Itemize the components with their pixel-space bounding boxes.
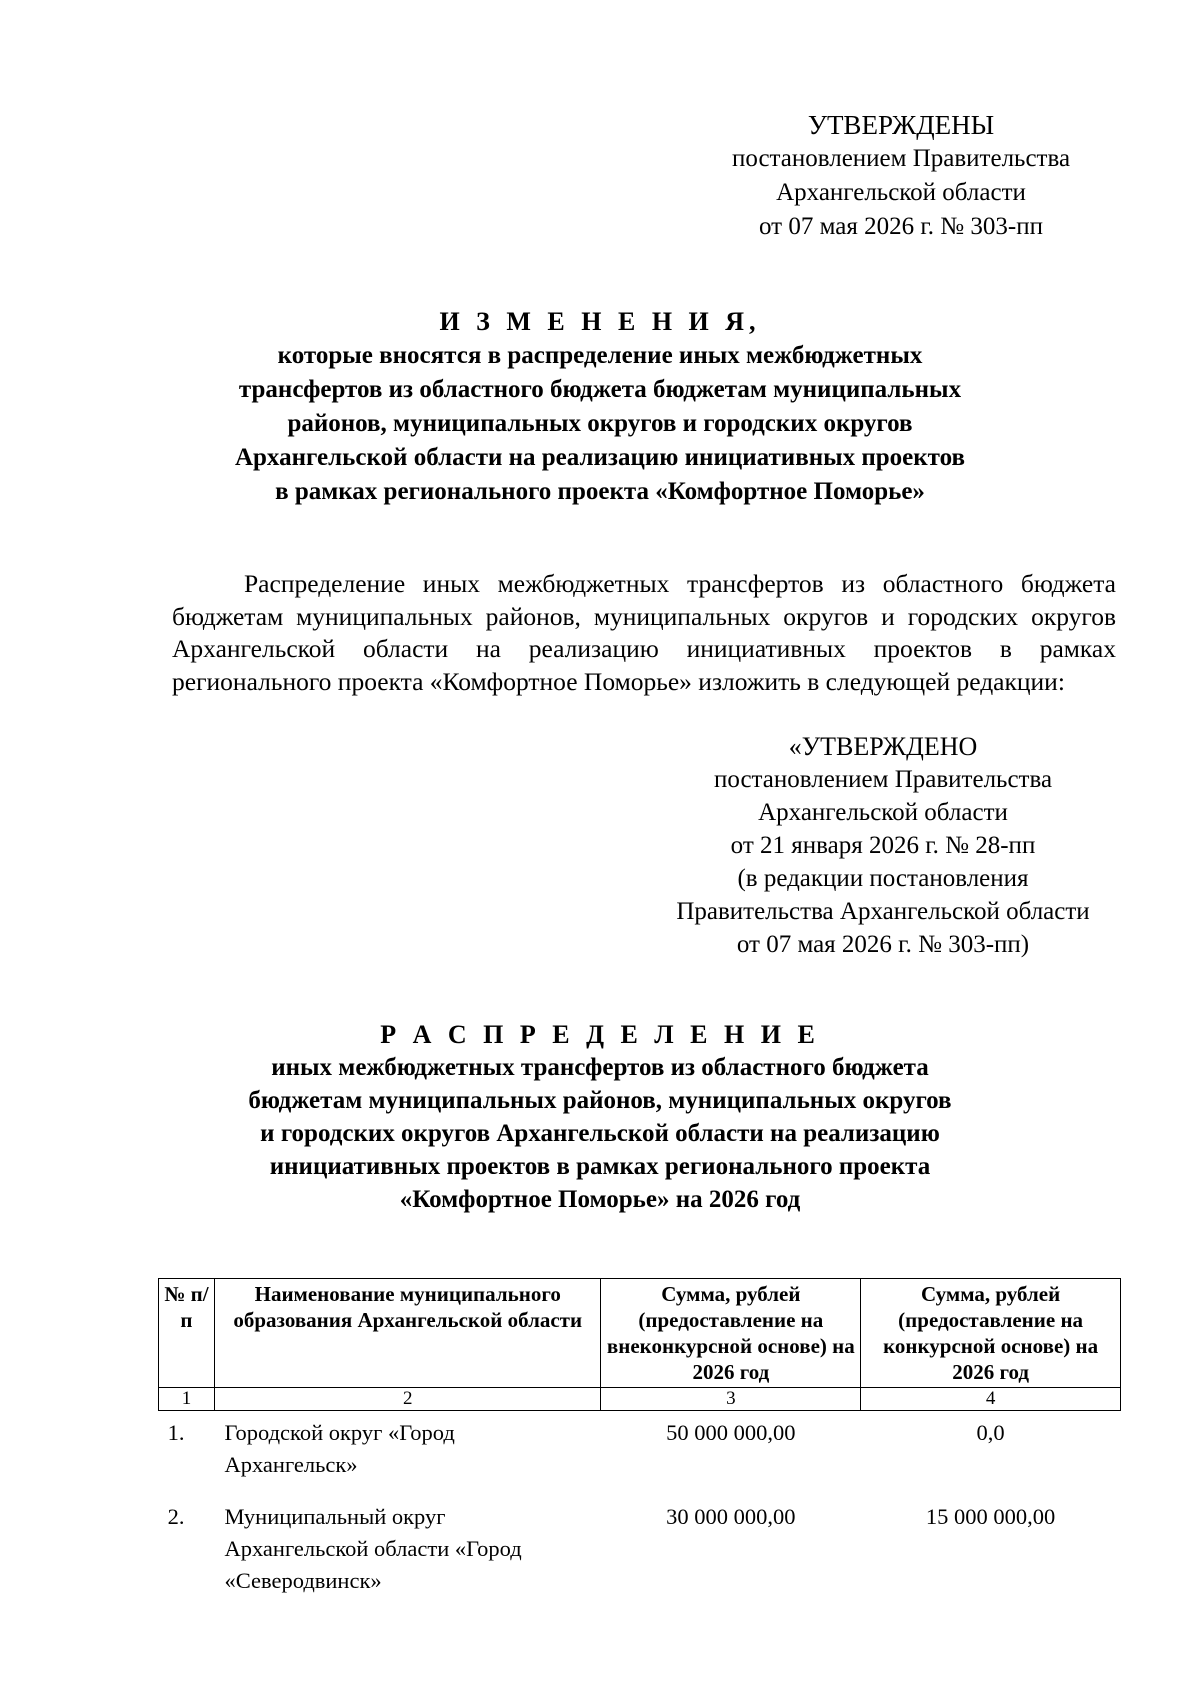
- approval-title: УТВЕРЖДЕНЫ: [807, 110, 995, 140]
- municipality-name: Муниципальный округ Архангельской области «Город «Северодвинск»: [224, 1504, 522, 1593]
- row-number: 2.: [167, 1504, 185, 1529]
- approval2-line: (в редакции постановления: [737, 865, 1029, 892]
- col-header-name: Наименование муниципального образования Архангельской области: [214, 1279, 601, 1388]
- heading-line: «Комфортное Поморье» на 2026 год: [399, 1186, 801, 1213]
- body-paragraph: [172, 568, 1116, 698]
- table-row: [159, 1411, 1121, 1496]
- heading-line: иных межбюджетных трансфертов из областного бюджета: [271, 1054, 929, 1081]
- sum-noncompetitive: 50 000 000,00: [666, 1420, 796, 1445]
- heading-line: районов, муниципальных округов и городских округов: [287, 410, 913, 437]
- heading-line: Архангельской области на реализацию инициативных проектов: [234, 444, 966, 471]
- index-cell: 2: [214, 1388, 601, 1411]
- approval2-title: «УТВЕРЖДЕНО: [788, 732, 978, 761]
- col-header-sum-noncompetitive: Сумма, рублей (предоставление на внеконкурсной основе) на 2026 год: [601, 1279, 861, 1388]
- sum-noncompetitive: 30 000 000,00: [666, 1504, 796, 1529]
- sum-competitive: 15 000 000,00: [925, 1504, 1056, 1529]
- distribution-title: Р А С П Р Е Д Е Л Е Н И Е: [380, 1020, 820, 1049]
- approval2-block: [628, 730, 1138, 961]
- col-header-number: № п/п: [159, 1279, 215, 1388]
- distribution-table: [158, 1278, 1121, 1611]
- approval2-line: Правительства Архангельской области: [676, 898, 1090, 925]
- heading-line: бюджетам муниципальных районов, муниципальных округов: [248, 1087, 952, 1114]
- approval-block: [706, 108, 1096, 244]
- approval-date: от 07 мая 2026 г. № 303-пп: [759, 213, 1043, 240]
- sum-competitive: 0,0: [976, 1420, 1005, 1445]
- approval2-line: постановлением Правительства: [713, 766, 1053, 793]
- index-cell: 1: [159, 1388, 215, 1411]
- heading-line: трансфертов из областного бюджета бюджетам муниципальных: [238, 376, 962, 403]
- municipality-name: Городской округ «Город Архангельск»: [224, 1420, 455, 1477]
- approval2-line: от 07 мая 2026 г. № 303-пп): [736, 931, 1030, 958]
- index-cell: 3: [601, 1388, 861, 1411]
- approval2-date: от 21 января 2026 г. № 28-пп: [730, 832, 1036, 859]
- approval2-line: Архангельской области: [758, 799, 1008, 826]
- approval-line: постановлением Правительства: [731, 145, 1071, 172]
- changes-title: И З М Е Н Е Н И Я,: [439, 307, 761, 336]
- table-header-row: [159, 1279, 1121, 1388]
- table-row: [159, 1495, 1121, 1611]
- col-header-sum-competitive: Сумма, рублей (предоставление на конкурсной основе) на 2026 год: [861, 1279, 1121, 1388]
- row-number: 1.: [167, 1420, 185, 1445]
- paragraph-text: Распределение иных межбюджетных трансфертов из областного бюджета бюджетам муниципальных районов, муниципальных округов и городских округов Архангельской области на реализацию инициативных проектов в рамках регионального проекта «Комфортное Поморье» изложить в следующей редакции:: [172, 569, 1116, 696]
- table-index-row: [159, 1388, 1121, 1411]
- index-cell: 4: [861, 1388, 1121, 1411]
- heading-line: которые вносятся в распределение иных межбюджетных: [277, 342, 923, 369]
- heading-line: инициативных проектов в рамках регионального проекта: [269, 1153, 931, 1180]
- heading-line: в рамках регионального проекта «Комфортное Поморье»: [275, 478, 925, 505]
- heading-line: и городских округов Архангельской области на реализацию: [260, 1120, 940, 1147]
- distribution-heading: [150, 1018, 1050, 1216]
- changes-heading: [150, 305, 1050, 509]
- approval-line: Архангельской области: [776, 179, 1026, 206]
